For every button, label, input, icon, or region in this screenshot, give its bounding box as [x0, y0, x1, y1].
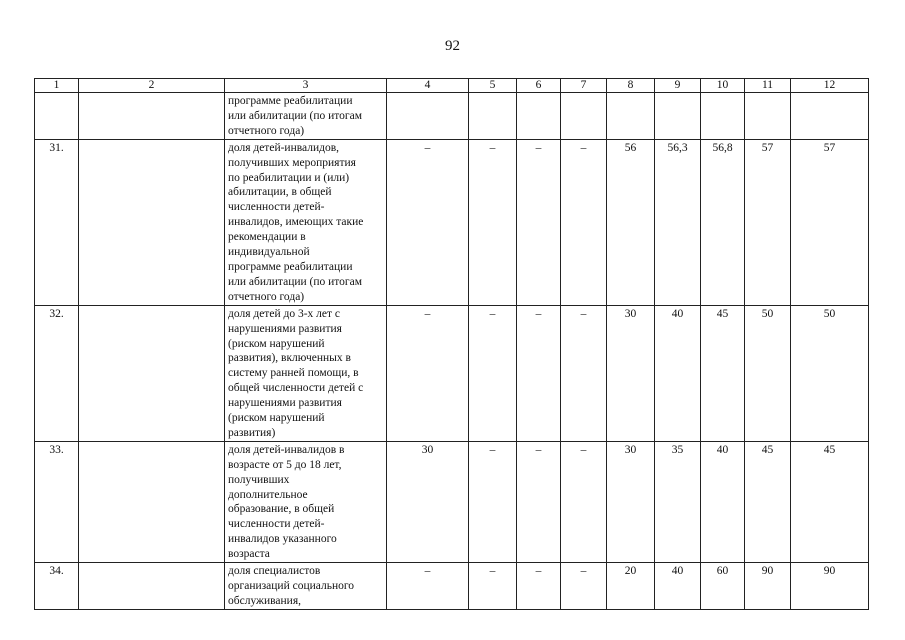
value-cell-col-9: 35	[655, 441, 701, 562]
indicator-name-line: возрасте от 5 до 18 лет,	[228, 458, 342, 471]
header-cell: 10	[701, 79, 745, 93]
value-cell-col-10: 60	[701, 563, 745, 610]
value-cell-col-5: –	[469, 139, 517, 305]
header-cell: 8	[607, 79, 655, 93]
value-cell-col-12: 90	[791, 563, 869, 610]
row-number-cell	[35, 93, 79, 140]
column-2-cell	[79, 139, 225, 305]
header-cell: 5	[469, 79, 517, 93]
indicator-name-line: доля специалистов	[228, 565, 321, 578]
indicator-name-line: или абилитации (по итогам	[228, 275, 363, 288]
indicator-name-line: индивидуальной	[228, 246, 310, 259]
value-cell-col-4: –	[387, 139, 469, 305]
indicator-name-line: абилитации, в общей	[228, 186, 332, 199]
value-cell-col-7: –	[561, 563, 607, 610]
value-cell-col-7: –	[561, 139, 607, 305]
value-cell-col-12: 57	[791, 139, 869, 305]
indicator-name-line: дополнительное	[228, 488, 308, 501]
indicator-name-line: программе реабилитации	[228, 260, 353, 273]
value-cell-col-10: 56,8	[701, 139, 745, 305]
header-cell: 3	[225, 79, 387, 93]
table-row	[35, 563, 869, 610]
value-cell-col-9: 56,3	[655, 139, 701, 305]
value-cell-col-4	[387, 93, 469, 140]
column-2-cell	[79, 563, 225, 610]
value-cell-col-6	[517, 93, 561, 140]
indicator-name-line: инвалидов указанного	[228, 533, 337, 546]
value-cell-col-6: –	[517, 441, 561, 562]
indicator-name-line: доля детей до 3-х лет с	[228, 307, 340, 320]
indicator-name-line: нарушениями развития	[228, 397, 342, 410]
indicator-name-cell	[225, 563, 387, 610]
value-cell-col-4: 30	[387, 441, 469, 562]
value-cell-col-9: 40	[655, 563, 701, 610]
value-cell-col-5: –	[469, 563, 517, 610]
indicator-name-line: доля детей-инвалидов в	[228, 443, 345, 456]
value-cell-col-11: 57	[745, 139, 791, 305]
header-cell: 11	[745, 79, 791, 93]
value-cell-col-11	[745, 93, 791, 140]
value-cell-col-11: 45	[745, 441, 791, 562]
indicators-table	[34, 78, 869, 610]
value-cell-col-8	[607, 93, 655, 140]
row-number-cell: 34.	[35, 563, 79, 610]
indicator-name-line: нарушениями развития	[228, 322, 342, 335]
table-row	[35, 305, 869, 441]
header-row	[35, 79, 869, 93]
indicator-name-line: или абилитации (по итогам	[228, 109, 363, 122]
indicator-name-line: получивших мероприятия	[228, 156, 356, 169]
row-number-cell: 31.	[35, 139, 79, 305]
indicator-name-line: рекомендации в	[228, 231, 306, 244]
header-cell: 4	[387, 79, 469, 93]
value-cell-col-7	[561, 93, 607, 140]
value-cell-col-8: 30	[607, 305, 655, 441]
value-cell-col-12: 45	[791, 441, 869, 562]
column-2-cell	[79, 93, 225, 140]
indicator-name-line: программе реабилитации	[228, 95, 353, 107]
indicator-name-line: общей численности детей с	[228, 382, 364, 395]
header-cell: 2	[79, 79, 225, 93]
value-cell-col-7: –	[561, 441, 607, 562]
value-cell-col-10: 40	[701, 441, 745, 562]
table-row	[35, 139, 869, 305]
column-2-cell	[79, 305, 225, 441]
value-cell-col-6: –	[517, 305, 561, 441]
indicator-name-line: отчетного года)	[228, 290, 305, 303]
value-cell-col-10: 45	[701, 305, 745, 441]
value-cell-col-7: –	[561, 305, 607, 441]
header-cell: 6	[517, 79, 561, 93]
value-cell-col-10	[701, 93, 745, 140]
indicator-name-line: организаций социального	[228, 580, 355, 592]
value-cell-col-9: 40	[655, 305, 701, 441]
indicator-name-line: обслуживания,	[228, 594, 301, 607]
indicator-name-line: систему ранней помощи, в	[228, 367, 359, 380]
table-row	[35, 441, 869, 562]
value-cell-col-8: 20	[607, 563, 655, 610]
indicator-name-line: развития)	[228, 426, 276, 439]
indicator-name-line: развития), включенных в	[228, 352, 351, 365]
value-cell-col-11: 50	[745, 305, 791, 441]
indicator-name-line: возраста	[228, 548, 270, 561]
value-cell-col-5: –	[469, 441, 517, 562]
table-row	[35, 93, 869, 140]
column-2-cell	[79, 441, 225, 562]
indicator-name-line: (риском нарушений	[228, 412, 325, 425]
indicator-name-line: получивших	[228, 473, 290, 486]
value-cell-col-4: –	[387, 305, 469, 441]
value-cell-col-6: –	[517, 139, 561, 305]
value-cell-col-4: –	[387, 563, 469, 610]
value-cell-col-12	[791, 93, 869, 140]
value-cell-col-6: –	[517, 563, 561, 610]
value-cell-col-5: –	[469, 305, 517, 441]
indicator-name-line: образование, в общей	[228, 503, 335, 516]
indicator-name-line: численности детей-	[228, 518, 325, 531]
value-cell-col-8: 30	[607, 441, 655, 562]
value-cell-col-11: 90	[745, 563, 791, 610]
indicator-name-line: численности детей-	[228, 201, 325, 214]
header-cell: 9	[655, 79, 701, 93]
header-cell: 7	[561, 79, 607, 93]
indicator-name-line: по реабилитации и (или)	[228, 171, 350, 184]
value-cell-col-12: 50	[791, 305, 869, 441]
indicator-name-cell	[225, 93, 387, 140]
indicator-name-cell	[225, 139, 387, 305]
indicator-name-line: инвалидов, имеющих такие	[228, 216, 364, 229]
indicator-name-line: (риском нарушений	[228, 337, 325, 350]
indicator-name-line: отчетного года)	[228, 124, 305, 137]
header-cell: 12	[791, 79, 869, 93]
header-cell: 1	[35, 79, 79, 93]
indicator-name-cell	[225, 441, 387, 562]
page-number: 92	[445, 38, 460, 54]
row-number-cell: 33.	[35, 441, 79, 562]
indicator-name-line: доля детей-инвалидов,	[228, 141, 340, 154]
row-number-cell: 32.	[35, 305, 79, 441]
value-cell-col-5	[469, 93, 517, 140]
value-cell-col-8: 56	[607, 139, 655, 305]
indicator-name-cell	[225, 305, 387, 441]
value-cell-col-9	[655, 93, 701, 140]
